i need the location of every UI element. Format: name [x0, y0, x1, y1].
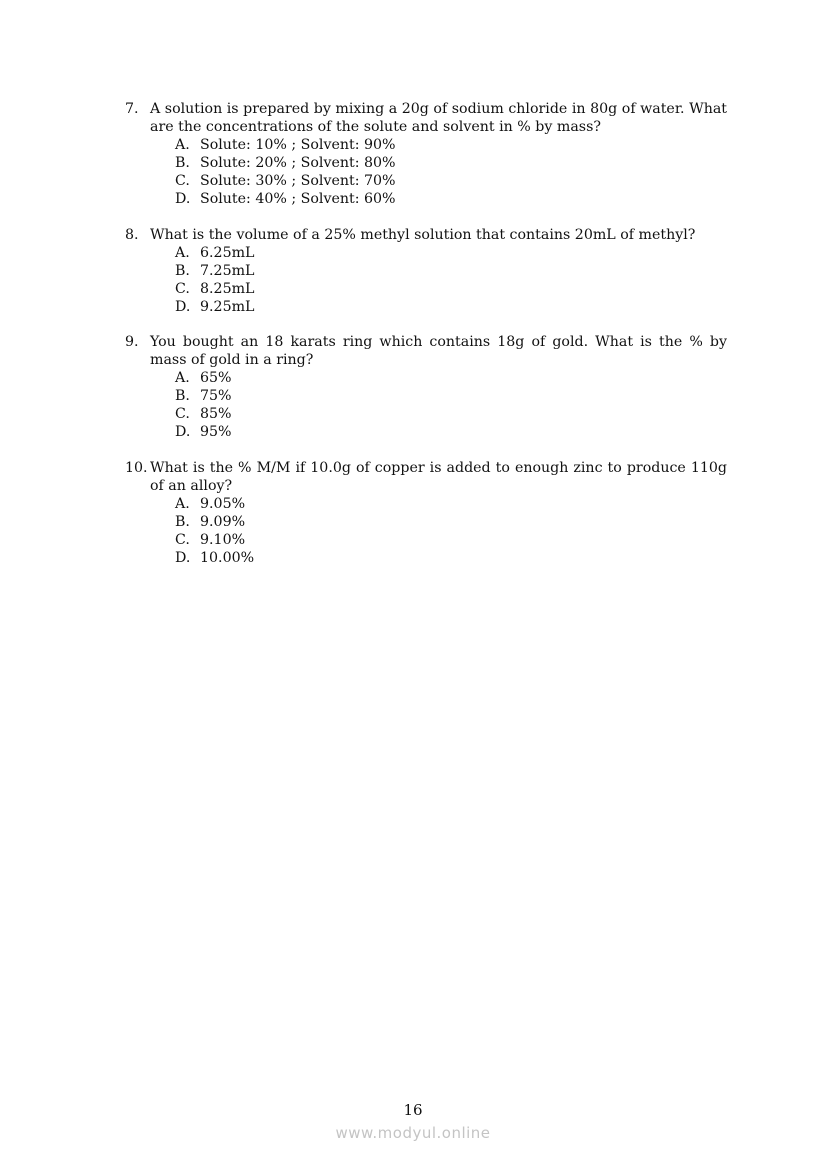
option — [175, 423, 727, 441]
question-text: You bought an 18 karats ring which contains 18g of gold. What is the % by mass of gold in a ring? — [150, 334, 727, 368]
option — [175, 387, 727, 405]
option — [175, 190, 727, 208]
option — [175, 495, 727, 513]
option — [175, 280, 727, 298]
option — [175, 405, 727, 423]
option-letter: C. — [175, 281, 190, 297]
option — [175, 369, 727, 387]
page-number: 16 — [403, 1101, 423, 1119]
question-number: 8. — [125, 227, 139, 243]
option-letter: B. — [175, 514, 190, 530]
option-text: Solute: 30% ; Solvent: 70% — [200, 173, 396, 189]
question-10 — [125, 459, 727, 567]
option — [175, 136, 727, 154]
option — [175, 154, 727, 172]
option-text: 85% — [200, 406, 232, 422]
option-text: 75% — [200, 388, 232, 404]
question-number: 9. — [125, 334, 139, 350]
option-letter: A. — [175, 245, 190, 261]
option — [175, 172, 727, 190]
option-text: 9.09% — [200, 514, 246, 530]
question-text: What is the volume of a 25% methyl solution that contains 20mL of methyl? — [150, 227, 696, 243]
option-text: 9.25mL — [200, 299, 255, 315]
option — [175, 262, 727, 280]
option-letter: B. — [175, 388, 190, 404]
question-8 — [125, 226, 727, 316]
option-letter: A. — [175, 137, 190, 153]
option-letter: D. — [175, 424, 191, 440]
option-text: 7.25mL — [200, 263, 255, 279]
option — [175, 298, 727, 316]
question-9 — [125, 333, 727, 441]
option — [175, 549, 727, 567]
option-text: Solute: 10% ; Solvent: 90% — [200, 137, 396, 153]
option-letter: D. — [175, 550, 191, 566]
option-text: Solute: 40% ; Solvent: 60% — [200, 191, 396, 207]
option-text: 8.25mL — [200, 281, 255, 297]
option-letter: A. — [175, 370, 190, 386]
option-letter: B. — [175, 155, 190, 171]
option-letter: C. — [175, 406, 190, 422]
option — [175, 513, 727, 531]
option — [175, 244, 727, 262]
option-text: 95% — [200, 424, 232, 440]
option-letter: D. — [175, 191, 191, 207]
option-letter: A. — [175, 496, 190, 512]
option-text: 65% — [200, 370, 232, 386]
question-7 — [125, 100, 727, 208]
question-text: A solution is prepared by mixing a 20g of sodium chloride in 80g of water. What are the concentrations of the solute and solvent in % by mass? — [150, 101, 727, 135]
option-letter: B. — [175, 263, 190, 279]
option-letter: C. — [175, 173, 190, 189]
option-letter: C. — [175, 532, 190, 548]
option — [175, 531, 727, 549]
question-number: 10. — [125, 460, 148, 476]
option-text: 10.00% — [200, 550, 255, 566]
option-text: 9.05% — [200, 496, 246, 512]
question-text: What is the % M/M if 10.0g of copper is added to enough zinc to produce 110g of an alloy? — [150, 460, 727, 494]
option-text: 6.25mL — [200, 245, 255, 261]
option-letter: D. — [175, 299, 191, 315]
option-text: Solute: 20% ; Solvent: 80% — [200, 155, 396, 171]
question-number: 7. — [125, 101, 139, 117]
option-text: 9.10% — [200, 532, 246, 548]
watermark: www.modyul.online — [335, 1124, 491, 1142]
